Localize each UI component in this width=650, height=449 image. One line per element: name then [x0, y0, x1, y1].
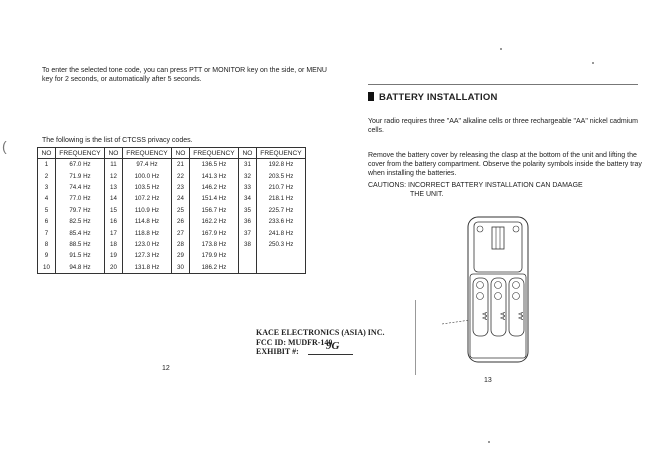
frequency-cell: 91.5 Hz: [56, 250, 105, 261]
code-number-cell: 24: [172, 193, 190, 204]
frequency-cell: 141.3 Hz: [190, 170, 239, 181]
frequency-cell: 74.4 Hz: [56, 182, 105, 193]
page-gutter-line: [415, 300, 416, 375]
column-header-frequency: FREQUENCY: [56, 148, 105, 159]
code-number-cell: 25: [172, 205, 190, 216]
frequency-cell: 173.8 Hz: [190, 239, 239, 250]
code-number-cell: 3: [38, 182, 56, 193]
frequency-cell: 110.9 Hz: [123, 205, 172, 216]
frequency-cell: 79.7 Hz: [56, 205, 105, 216]
frequency-cell: 114.8 Hz: [123, 216, 172, 227]
table-row: [38, 239, 306, 250]
code-number-cell: 32: [239, 170, 257, 181]
column-header-frequency: FREQUENCY: [257, 148, 306, 159]
code-number-cell: 12: [105, 170, 123, 181]
frequency-cell: 100.0 Hz: [123, 170, 172, 181]
caution-text-continued: THE UNIT.: [410, 191, 444, 198]
code-number-cell: 15: [105, 205, 123, 216]
code-number-cell: 29: [172, 250, 190, 261]
frequency-cell: 67.0 Hz: [56, 159, 105, 171]
frequency-cell: 250.3 Hz: [257, 239, 306, 250]
battery-requirements-text: Your radio requires three "AA" alkaline cells or three rechargeable "AA" nickel cadmium cells.: [368, 118, 638, 134]
code-number-cell: 13: [105, 182, 123, 193]
code-number-cell: 16: [105, 216, 123, 227]
battery-label-1: AA: [483, 311, 489, 320]
code-number-cell: 28: [172, 239, 190, 250]
scan-speck: [592, 62, 594, 64]
caution-text: CAUTIONS: INCORRECT BATTERY INSTALLATION CAN DAMAGE: [368, 182, 583, 189]
table-row: [38, 205, 306, 216]
frequency-cell: 146.2 Hz: [190, 182, 239, 193]
ctcss-code-table: [37, 147, 306, 274]
code-number-cell: 5: [38, 205, 56, 216]
table-row: [38, 216, 306, 227]
column-header-no: NO: [172, 148, 190, 159]
column-header-no: NO: [239, 148, 257, 159]
frequency-cell: 123.0 Hz: [123, 239, 172, 250]
code-number-cell: 36: [239, 216, 257, 227]
frequency-cell: 225.7 Hz: [257, 205, 306, 216]
page-edge-mark: (: [2, 138, 7, 154]
code-number-cell: 26: [172, 216, 190, 227]
frequency-cell: 131.8 Hz: [123, 262, 172, 274]
table-row: [38, 182, 306, 193]
frequency-cell: 77.0 Hz: [56, 193, 105, 204]
code-number-cell: [239, 250, 257, 261]
code-number-cell: 10: [38, 262, 56, 274]
frequency-cell: 107.2 Hz: [123, 193, 172, 204]
frequency-cell: 162.2 Hz: [190, 216, 239, 227]
code-number-cell: 27: [172, 227, 190, 238]
frequency-cell: [257, 250, 306, 261]
table-row: [38, 159, 306, 171]
exhibit-underline: [308, 354, 353, 355]
table-row: [38, 250, 306, 261]
fcc-exhibit-stamp: [256, 328, 426, 357]
column-header-frequency: FREQUENCY: [123, 148, 172, 159]
frequency-cell: 151.4 Hz: [190, 193, 239, 204]
code-number-cell: 17: [105, 227, 123, 238]
column-header-frequency: FREQUENCY: [190, 148, 239, 159]
column-header-no: NO: [38, 148, 56, 159]
code-number-cell: 7: [38, 227, 56, 238]
code-number-cell: 38: [239, 239, 257, 250]
exhibit-number-handwritten: 9G: [326, 340, 340, 352]
frequency-cell: 127.3 Hz: [123, 250, 172, 261]
fcc-id: FCC ID: MUDFR-140: [256, 337, 333, 347]
scan-speck: [500, 48, 502, 50]
battery-label-3: AA: [519, 311, 525, 320]
frequency-cell: 156.7 Hz: [190, 205, 239, 216]
code-number-cell: 6: [38, 216, 56, 227]
frequency-cell: 210.7 Hz: [257, 182, 306, 193]
section-title-text: BATTERY INSTALLATION: [379, 92, 498, 103]
code-number-cell: 14: [105, 193, 123, 204]
scan-speck: [488, 441, 490, 443]
tone-code-instructions: To enter the selected tone code, you can press PTT or MONITOR key on the side, or MENU key for 2 seconds, or automatically after 5 seconds.: [42, 67, 327, 83]
table-row: [38, 193, 306, 204]
frequency-cell: 218.1 Hz: [257, 193, 306, 204]
code-number-cell: 2: [38, 170, 56, 181]
code-number-cell: 21: [172, 159, 190, 171]
code-number-cell: 20: [105, 262, 123, 274]
code-number-cell: 9: [38, 250, 56, 261]
frequency-cell: 97.4 Hz: [123, 159, 172, 171]
frequency-cell: 82.5 Hz: [56, 216, 105, 227]
frequency-cell: 85.4 Hz: [56, 227, 105, 238]
frequency-cell: 241.8 Hz: [257, 227, 306, 238]
frequency-cell: 186.2 Hz: [190, 262, 239, 274]
code-number-cell: 33: [239, 182, 257, 193]
section-title: [368, 92, 498, 103]
exhibit-label: EXHIBIT #:: [256, 347, 299, 356]
code-number-cell: [239, 262, 257, 274]
battery-compartment-illustration: [440, 212, 545, 367]
code-number-cell: 23: [172, 182, 190, 193]
code-number-cell: 37: [239, 227, 257, 238]
code-number-cell: 4: [38, 193, 56, 204]
table-row: [38, 227, 306, 238]
code-number-cell: 22: [172, 170, 190, 181]
frequency-cell: 167.9 Hz: [190, 227, 239, 238]
frequency-cell: [257, 262, 306, 274]
table-row: [38, 262, 306, 274]
code-number-cell: 31: [239, 159, 257, 171]
code-number-cell: 30: [172, 262, 190, 274]
column-header-no: NO: [105, 148, 123, 159]
code-number-cell: 11: [105, 159, 123, 171]
frequency-cell: 71.9 Hz: [56, 170, 105, 181]
frequency-cell: 179.9 Hz: [190, 250, 239, 261]
code-number-cell: 8: [38, 239, 56, 250]
frequency-cell: 136.5 Hz: [190, 159, 239, 171]
table-row: [38, 170, 306, 181]
frequency-cell: 88.5 Hz: [56, 239, 105, 250]
page-number-right: 13: [484, 377, 492, 384]
frequency-cell: 118.8 Hz: [123, 227, 172, 238]
section-marker-icon: [368, 92, 374, 101]
code-number-cell: 18: [105, 239, 123, 250]
code-number-cell: 34: [239, 193, 257, 204]
frequency-cell: 233.6 Hz: [257, 216, 306, 227]
page-number-left: 12: [162, 365, 170, 372]
section-divider: [368, 84, 638, 85]
frequency-cell: 203.5 Hz: [257, 170, 306, 181]
code-number-cell: 1: [38, 159, 56, 171]
battery-label-2: AA: [501, 311, 507, 320]
code-number-cell: 35: [239, 205, 257, 216]
frequency-cell: 192.8 Hz: [257, 159, 306, 171]
frequency-cell: 103.5 Hz: [123, 182, 172, 193]
battery-cover-instructions: Remove the battery cover by releasing the clasp at the bottom of the unit and lifting the cover from the battery compartment. Observe the polarity symbols inside the battery tray when installing the batteries.: [368, 152, 642, 177]
company-name: KACE ELECTRONICS (ASIA) INC.: [256, 328, 385, 337]
ctcss-table-caption: The following is the list of CTCSS privacy codes.: [42, 137, 193, 144]
frequency-cell: 94.8 Hz: [56, 262, 105, 274]
code-number-cell: 19: [105, 250, 123, 261]
table-header-row: [38, 148, 306, 159]
